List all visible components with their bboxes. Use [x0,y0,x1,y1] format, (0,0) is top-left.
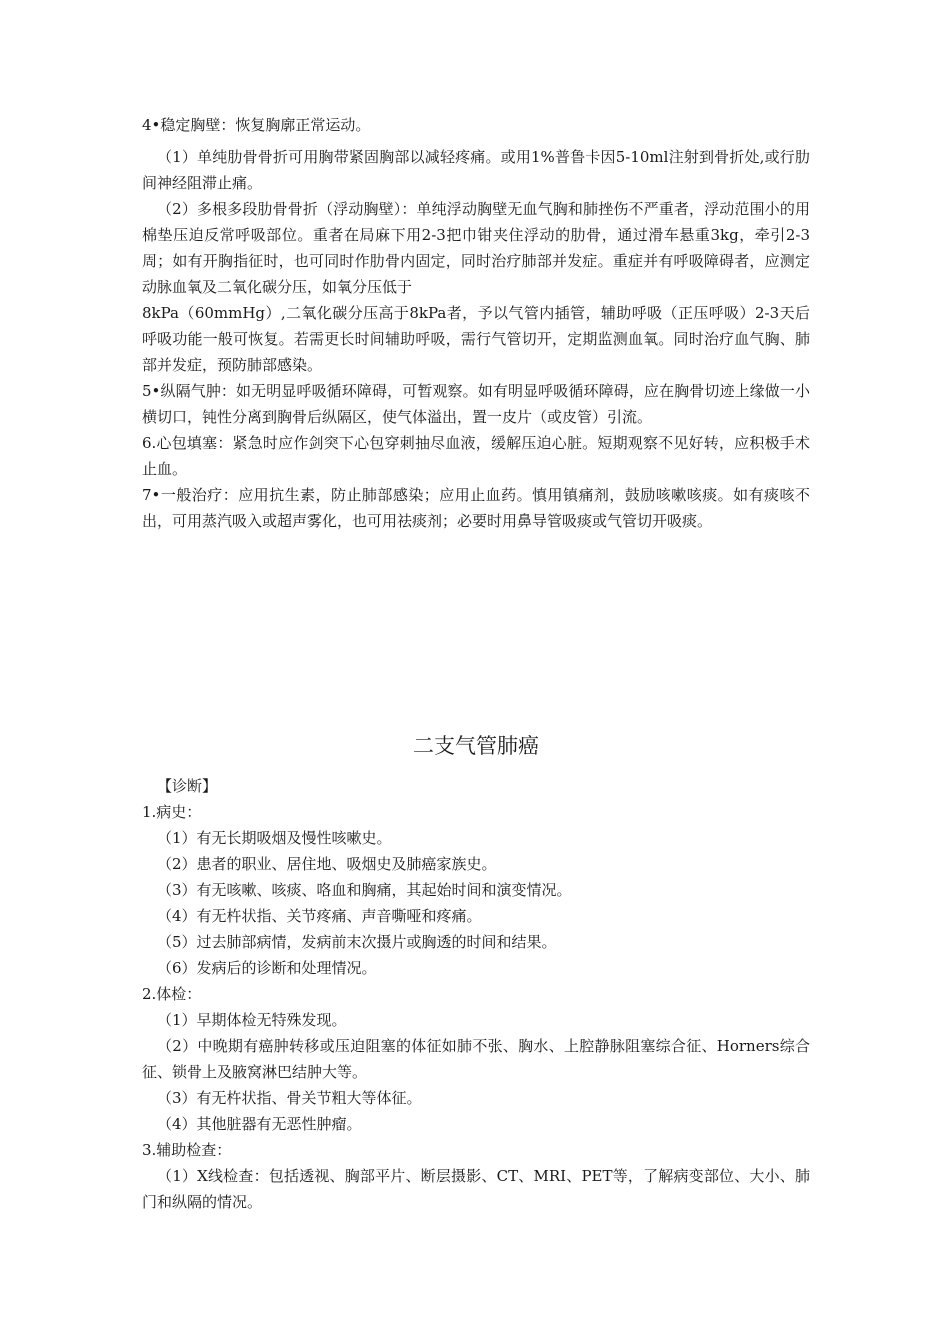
aux-exam-label: 3.辅助检查： [142,1141,232,1159]
item-7-general-treatment: 7•一般治疗：应用抗生素，防止肺部感染；应用止血药。慎用镇痛剂，鼓励咳嗽咳痰。如有痰咳不出，可用蒸汽吸入或超声雾化，也可用祛痰剂；必要时用鼻导管吸痰或气管切开吸痰。 [142,486,810,530]
item-4-1-simple-rib-fracture: （1）单纯肋骨骨折可用胸带紧固胸部以减轻疼痛。或用1%普鲁卡因5-10ml注射到骨折处,或行肋间神经阻滞止痛。 [142,148,810,192]
lung-cancer-section [142,773,810,1215]
rib-fracture-treatment-section [142,112,810,534]
item-5-mediastinal-emphysema: 5•纵隔气肿：如无明显呼吸循环障碍，可暂观察。如有明显呼吸循环障碍，应在胸骨切迹上缘做一小横切口，钝性分离到胸骨后纵隔区，使气体溢出，置一皮片（或皮管）引流。 [142,382,810,426]
history-item: （3）有无咳嗽、咳痰、咯血和胸痛，其起始时间和演变情况。 [157,881,572,899]
history-item: （2）患者的职业、居住地、吸烟史及肺癌家族史。 [157,855,497,873]
history-item: （5）过去肺部病情，发病前末次摄片或胸透的时间和结果。 [157,933,557,951]
exam-label: 2.体检： [142,985,202,1003]
aux-exam-item: （1）X线检查：包括透视、胸部平片、断层摄影、CT、MRI、PET等，了解病变部位、大小、肺门和纵隔的情况。 [142,1167,810,1211]
item-4-2-flail-chest-continued: 8kPa（60mmHg）,二氧化碳分压高于8kPa者，予以气管内插管，辅助呼吸（正压呼吸）2-3天后呼吸功能一般可恢复。若需更长时间辅助呼吸，需行气管切开，定期监测血氧。同时治疗血气胸、肺部并发症，预防肺部感染。 [142,304,810,374]
history-label: 1.病史： [142,803,202,821]
history-item: （6）发病后的诊断和处理情况。 [157,959,377,977]
exam-item: （2）中晚期有癌肿转移或压迫阻塞的体征如肺不张、胸水、上腔静脉阻塞综合征、Horners综合征、锁骨上及腋窝淋巴结肿大等。 [142,1037,810,1081]
history-item: （1）有无长期吸烟及慢性咳嗽史。 [157,829,392,847]
item-4-2-flail-chest: （2）多根多段肋骨骨折（浮动胸壁）：单纯浮动胸壁无血气胸和肺挫伤不严重者，浮动范围小的用棉垫压迫反常呼吸部位。重者在局麻下用2-3把巾钳夹住浮动的肋骨，通过滑车悬重3kg，牵引2-3周；如有开胸指征时，也可同时作肋骨内固定，同时治疗肺部并发症。重症并有呼吸障碍者，应测定动脉血氧及二氧化碳分压，如氧分压低于 [142,200,810,296]
exam-item: （4）其他脏器有无恶性肿瘤。 [157,1115,362,1133]
page-title: 二支气管肺癌 [413,734,539,758]
item-6-cardiac-tamponade: 6.心包填塞：紧急时应作剑突下心包穿刺抽尽血液，缓解压迫心脏。短期观察不见好转，应积极手术止血。 [142,434,810,478]
exam-item: （3）有无杵状指、骨关节粗大等体征。 [157,1089,422,1107]
exam-item: （1）早期体检无特殊发现。 [157,1011,347,1029]
item-4-stabilize-chest-wall: 4•稳定胸壁：恢复胸廓正常运动。 [142,116,371,134]
diagnosis-heading: 【诊断】 [157,777,218,795]
history-item: （4）有无杵状指、关节疼痛、声音嘶哑和疼痛。 [157,907,482,925]
